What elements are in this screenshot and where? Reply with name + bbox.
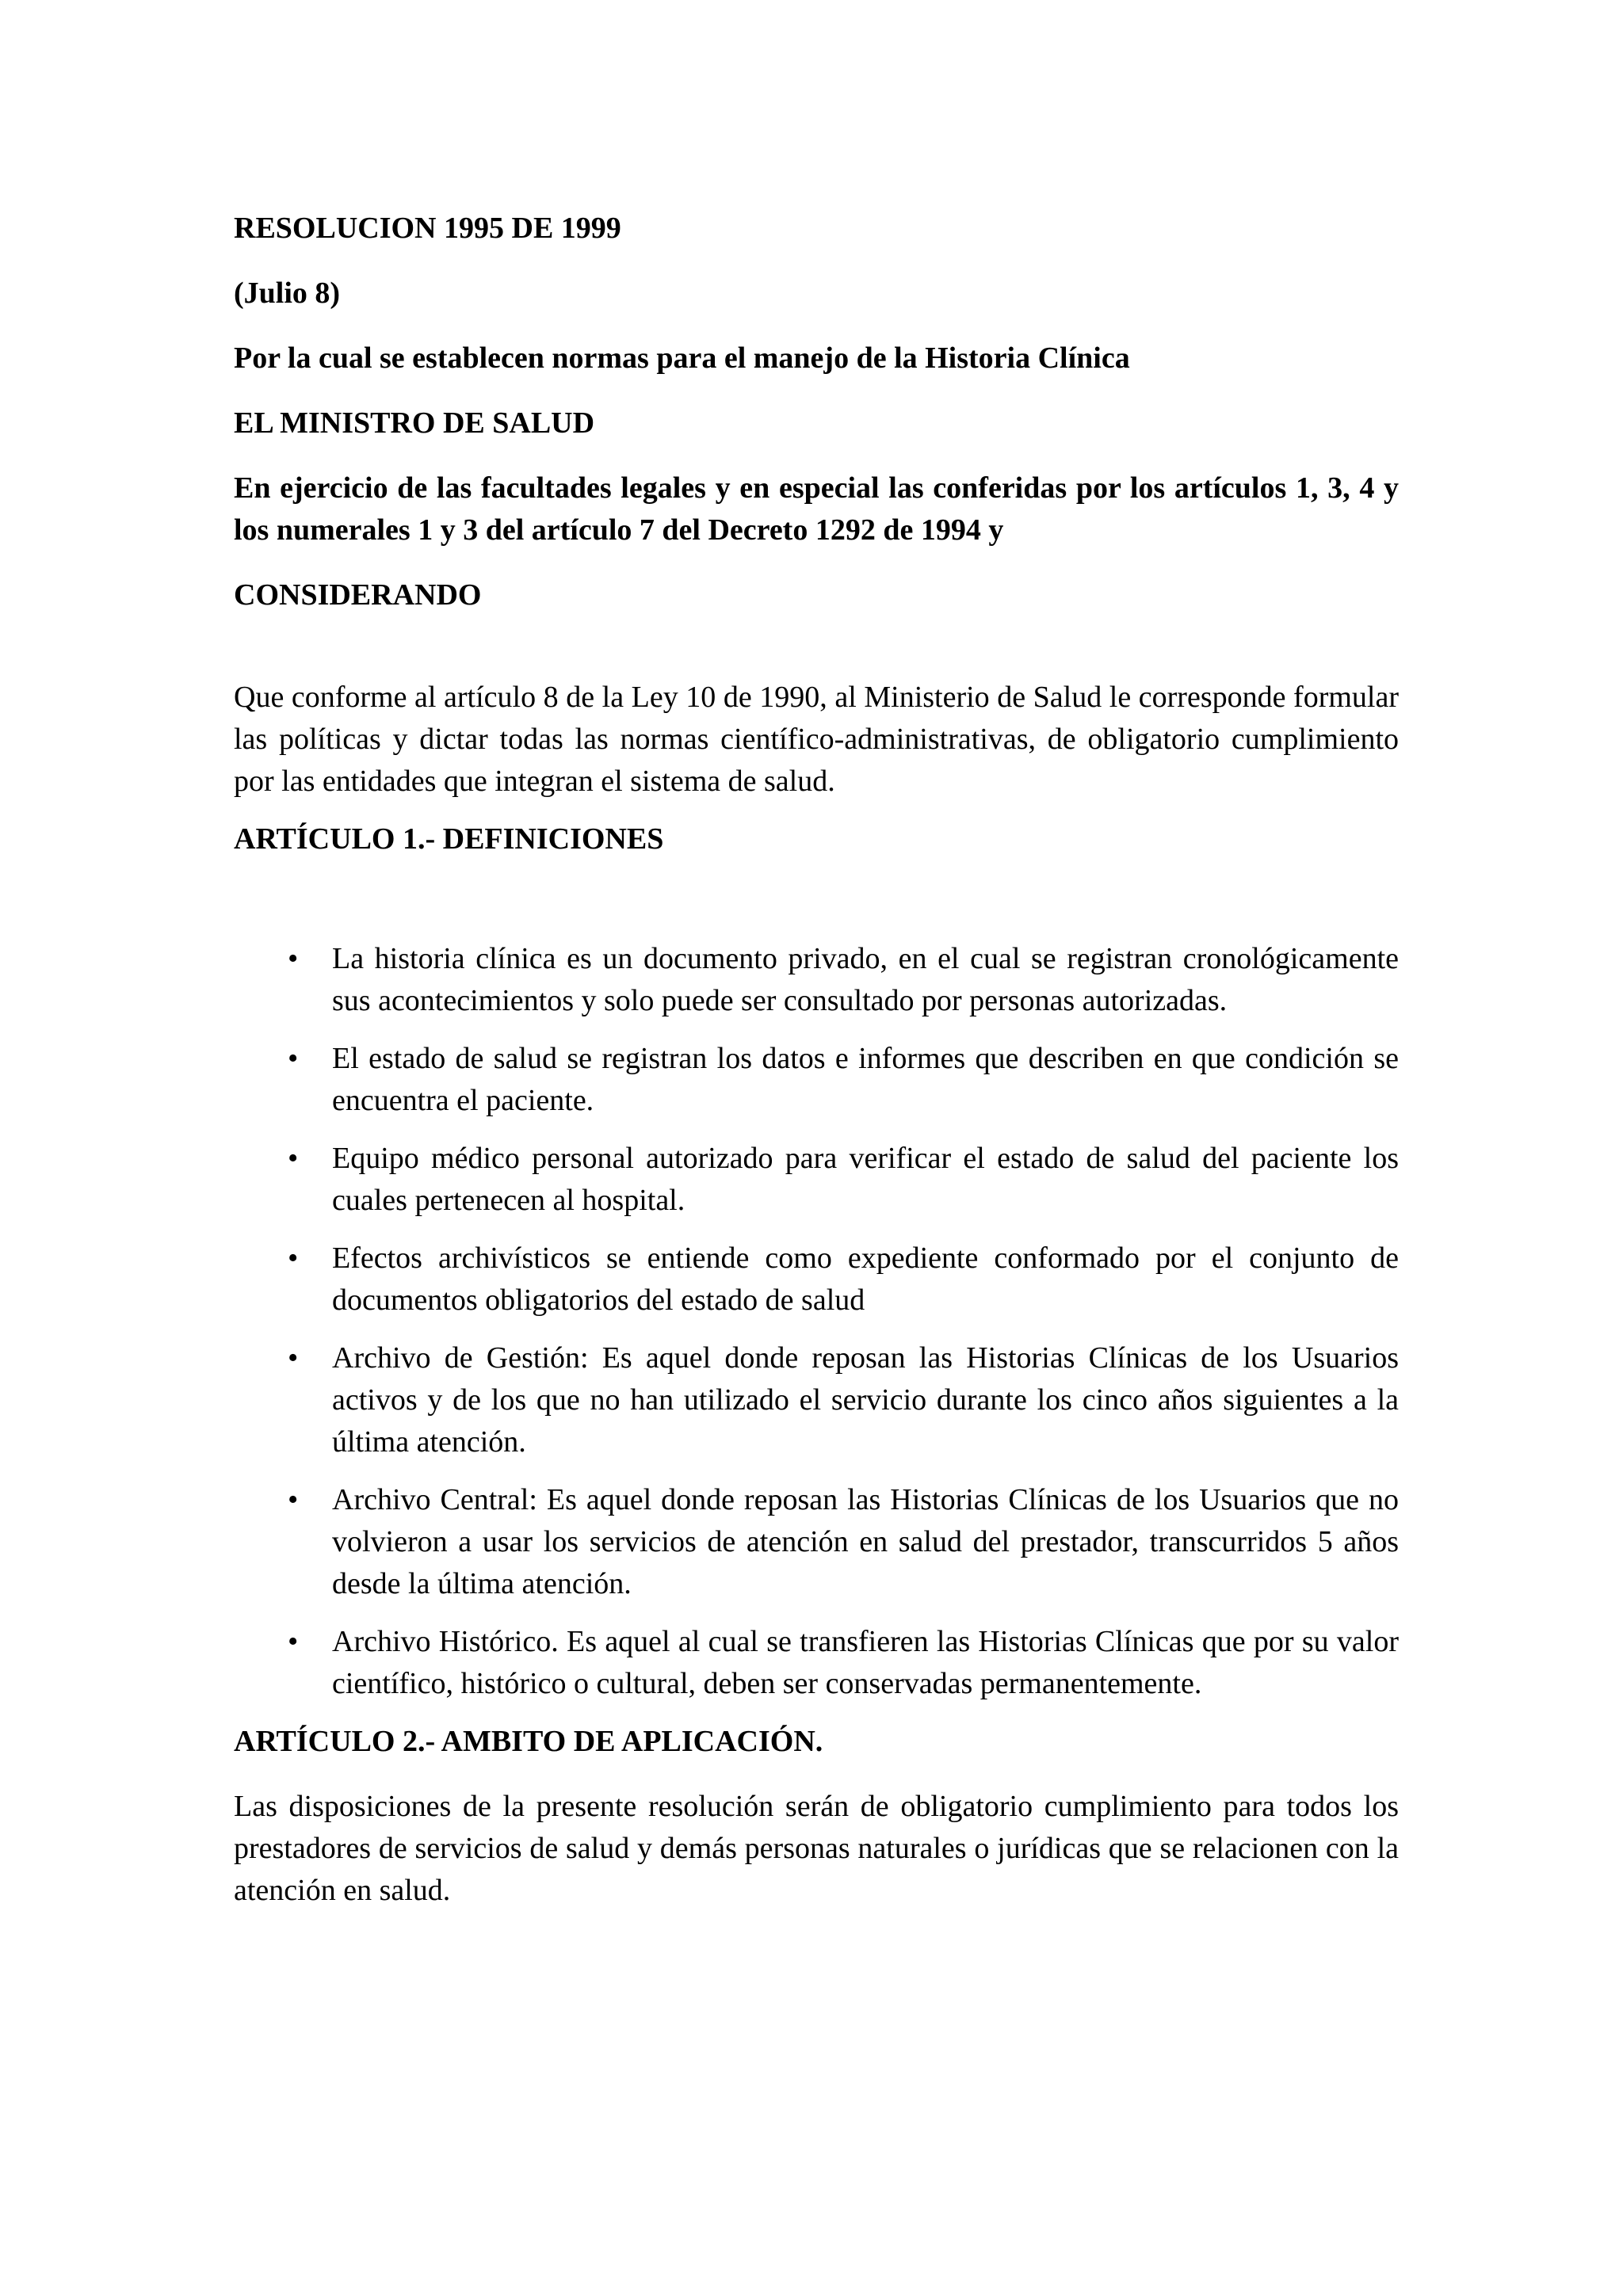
definition-item (234, 1038, 1399, 1122)
definition-item (234, 1621, 1399, 1705)
considerando-text: Que conforme al artículo 8 de la Ley 10 de 1990, al Ministerio de Salud le corresponde formular las políticas y dictar todas las normas científico-administrativas, de obligatorio cumplimiento por las entidades que integran el sistema de salud. (234, 681, 1399, 798)
definition-text: La historia clínica es un documento privado, en el cual se registran cronológicamente sus acontecimientos y solo puede ser consultado por personas autorizadas. (332, 942, 1399, 1017)
resolution-title: RESOLUCION 1995 DE 1999 (234, 212, 621, 245)
definition-item (234, 1479, 1399, 1605)
bullet-icon: • (288, 1142, 299, 1175)
definition-text: Efectos archivísticos se entiende como expediente conformado por el conjunto de documentos obligatorios del estado de salud (332, 1241, 1399, 1317)
definition-item (234, 1337, 1399, 1463)
definition-text: Archivo Central: Es aquel donde reposan las Historias Clínicas de los Usuarios que no volvieron a usar los servicios de atención en salud del prestador, transcurridos 5 años desde la última atención. (332, 1483, 1399, 1600)
definition-item (234, 1138, 1399, 1222)
article-1-heading: ARTÍCULO 1.- DEFINICIONES (234, 822, 664, 856)
definition-item (234, 1238, 1399, 1322)
article-2-text: Las disposiciones de la presente resolución serán de obligatorio cumplimiento para todos los prestadores de servicios de salud y demás personas naturales o jurídicas que se relacionen con la atención en salud. (234, 1790, 1399, 1907)
document-body (234, 208, 1399, 1912)
definition-text: El estado de salud se registran los datos e informes que describen en que condición se encuentra el paciente. (332, 1042, 1399, 1117)
resolution-subject: Por la cual se establecen normas para el manejo de la Historia Clínica (234, 341, 1130, 375)
definition-text: Equipo médico personal autorizado para verificar el estado de salud del paciente los cuales pertenecen al hospital. (332, 1142, 1399, 1217)
article-2-heading: ARTÍCULO 2.- AMBITO DE APLICACIÓN. (234, 1725, 823, 1758)
resolution-preamble: En ejercicio de las facultades legales y en especial las conferidas por los artículos 1, 3, 4 y los numerales 1 y 3 del artículo 7 del Decreto 1292 de 1994 y (234, 471, 1399, 547)
bullet-icon: • (288, 1341, 299, 1375)
definitions-list (234, 938, 1399, 1705)
definition-text: Archivo Histórico. Es aquel al cual se transfieren las Historias Clínicas que por su valor científico, histórico o cultural, deben ser conservadas permanentemente. (332, 1625, 1399, 1700)
resolution-date: (Julio 8) (234, 277, 341, 310)
definition-text: Archivo de Gestión: Es aquel donde reposan las Historias Clínicas de los Usuarios activos y de los que no han utilizado el servicio durante los cinco años siguientes a la última atención. (332, 1341, 1399, 1459)
bullet-icon: • (288, 1241, 299, 1275)
bullet-icon: • (288, 942, 299, 975)
bullet-icon: • (288, 1042, 299, 1075)
definition-item (234, 938, 1399, 1022)
resolution-authority: EL MINISTRO DE SALUD (234, 406, 595, 440)
bullet-icon: • (288, 1625, 299, 1658)
bullet-icon: • (288, 1483, 299, 1516)
considerando-heading: CONSIDERANDO (234, 578, 482, 612)
